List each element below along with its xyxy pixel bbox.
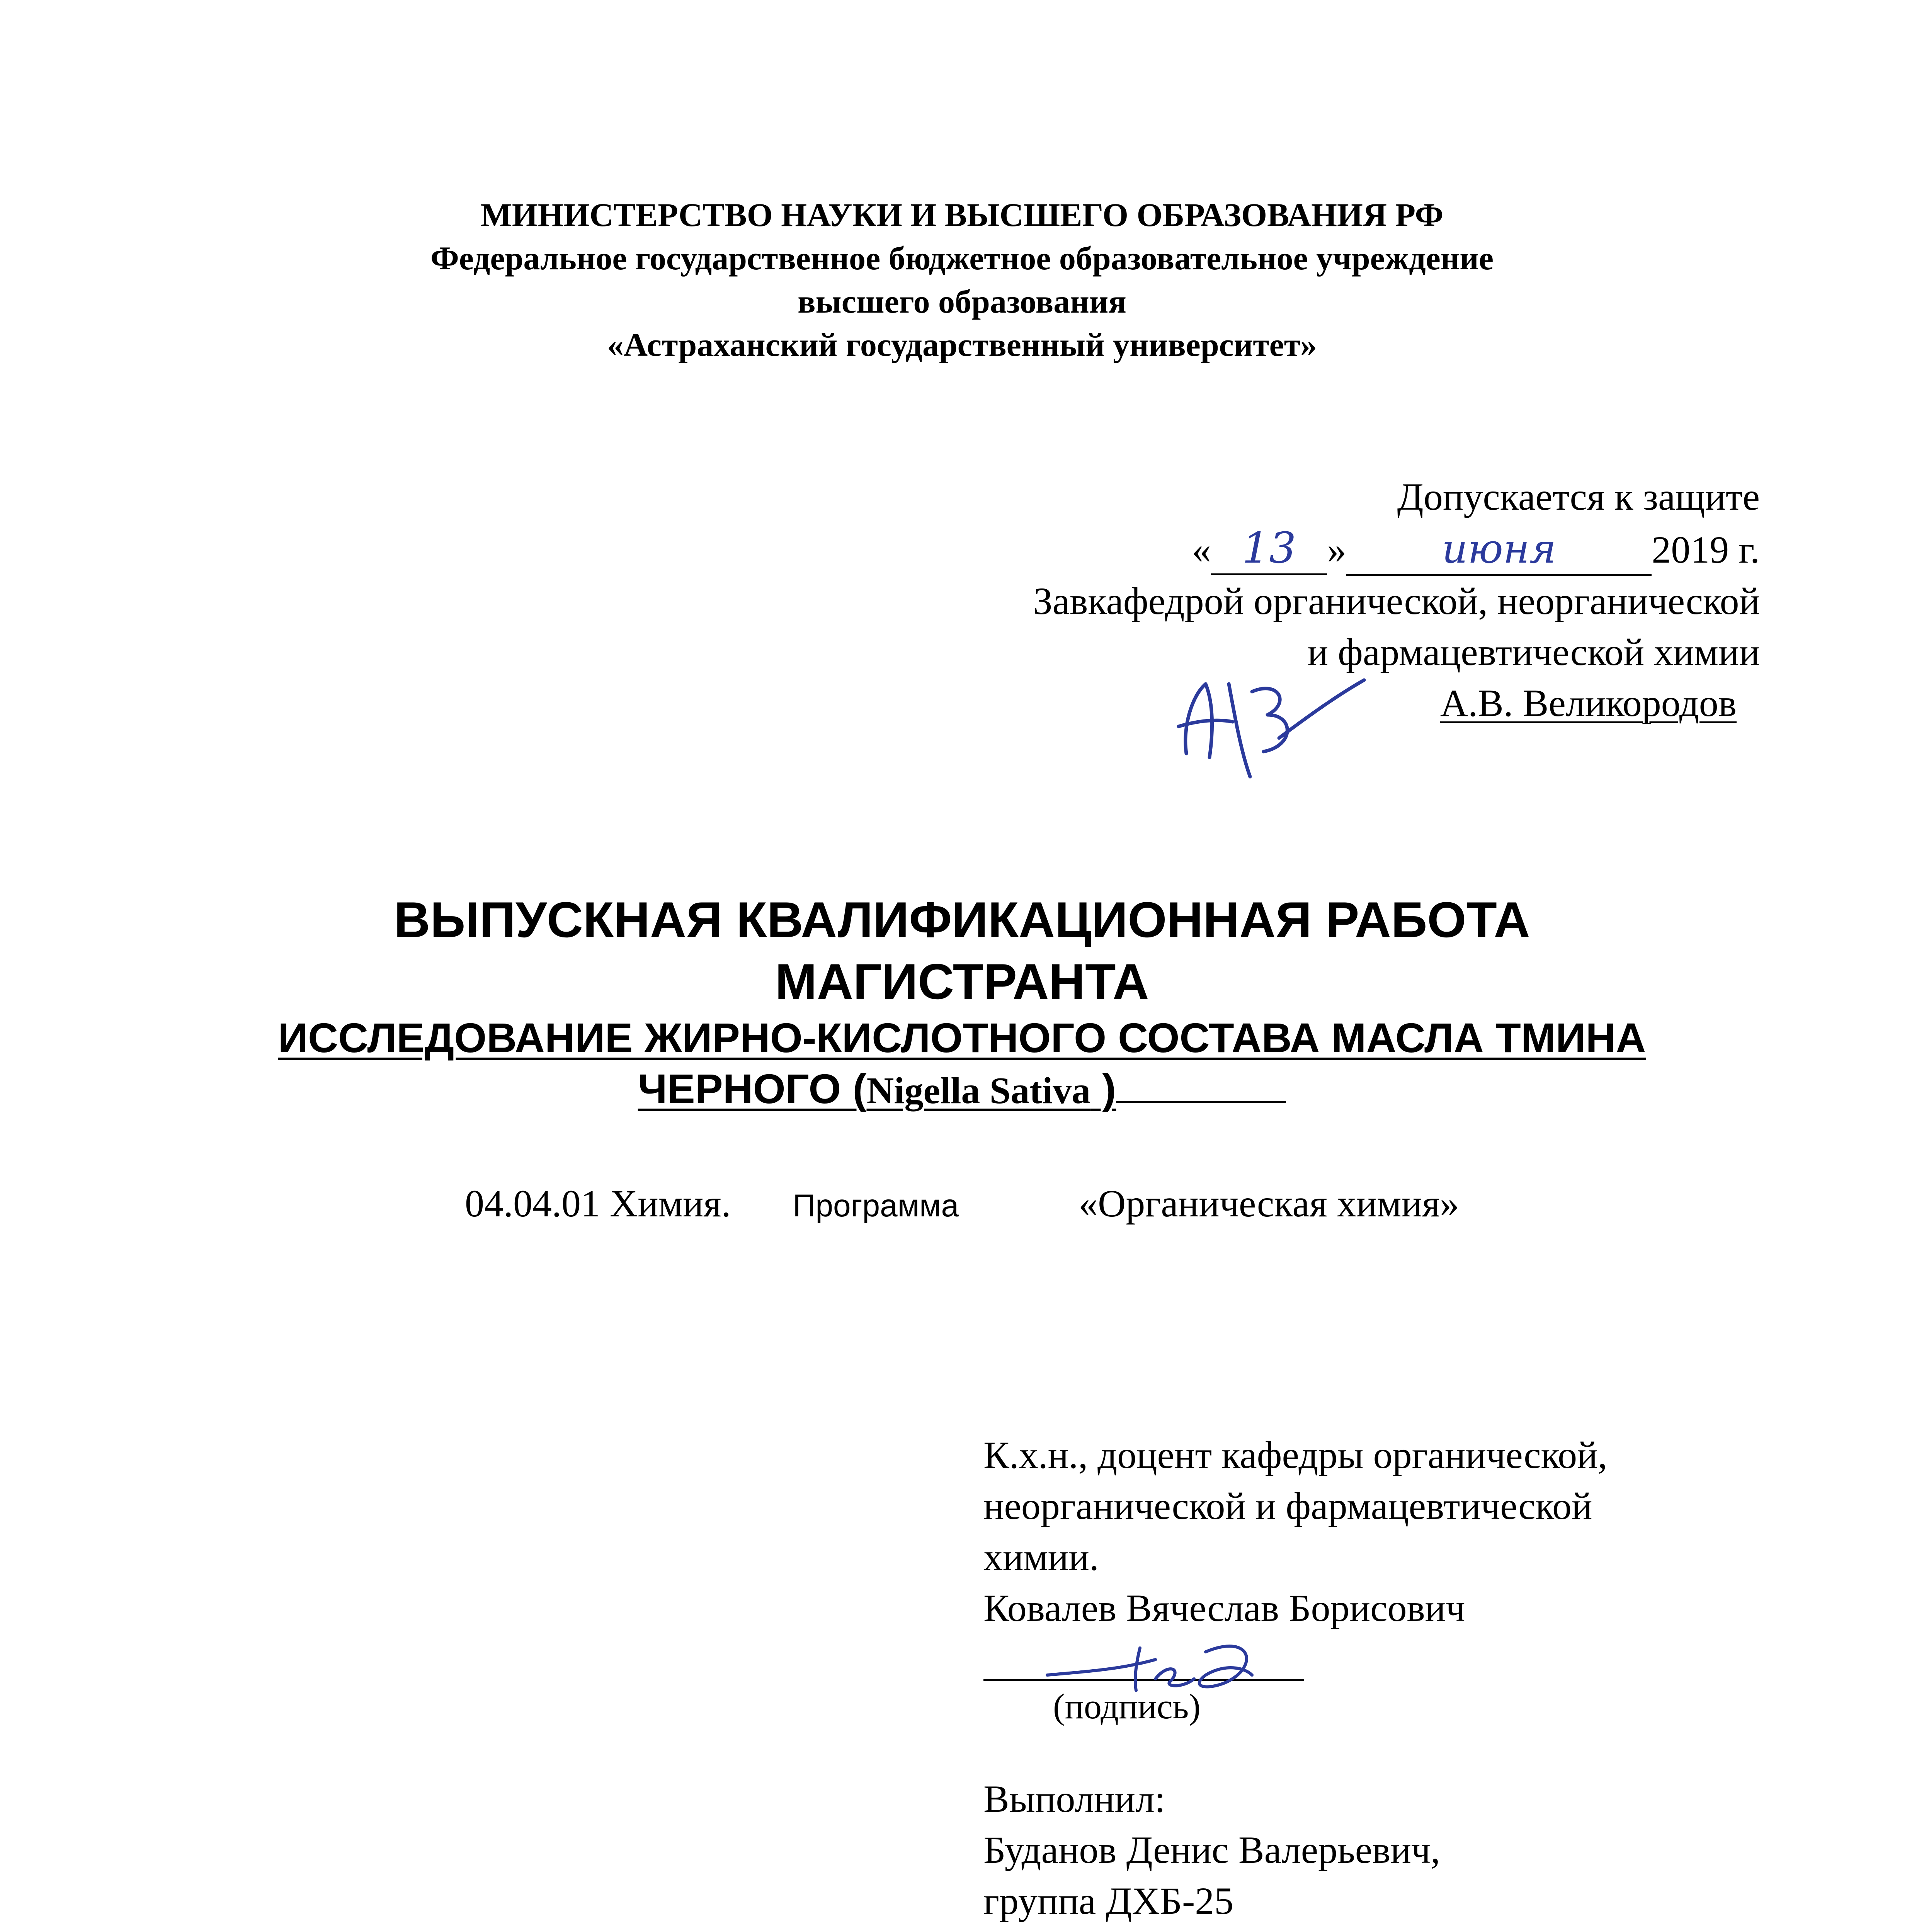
student-block: [983, 1774, 1764, 1927]
thesis-topic-line2: ЧЕРНОГО (Nigella Sativa ): [0, 1063, 1924, 1116]
supervisor-title-line3: химии.: [983, 1536, 1099, 1578]
program-name: «Органическая химия»: [1079, 1182, 1460, 1225]
approval-block: [1033, 471, 1760, 729]
supervisor-name: Ковалев Вячеслав Борисович: [983, 1587, 1465, 1629]
thesis-title-line1: ВЫПУСКНАЯ КВАЛИФИКАЦИОННАЯ РАБОТА: [394, 891, 1530, 948]
supervisor-title-line2: неорганической и фармацевтической: [983, 1485, 1592, 1527]
student-label: Выполнил:: [983, 1777, 1165, 1820]
approval-heading: Допускается к защите: [1397, 475, 1760, 518]
thesis-topic: [0, 1012, 1924, 1116]
education-level-line: высшего образования: [798, 283, 1126, 320]
topic-underline-blank: [1116, 1101, 1286, 1103]
approval-year: 2019 г.: [1652, 528, 1760, 571]
head-signature-image: [1155, 668, 1372, 781]
approval-position-line2: и фармацевтической химии: [1307, 631, 1760, 673]
thesis-title: [0, 889, 1924, 1012]
student-name: Буданов Денис Валерьевич,: [983, 1828, 1441, 1871]
program-label: Программа: [793, 1188, 959, 1223]
university-name: «Астраханский государственный университет»: [607, 326, 1317, 363]
supervisor-signature-caption: (подпись): [1053, 1687, 1201, 1726]
thesis-topic-line1: ИССЛЕДОВАНИЕ ЖИРНО-КИСЛОТНОГО СОСТАВА МАСЛА ТМИНА: [278, 1014, 1646, 1061]
specialty-line: [0, 1179, 1924, 1231]
supervisor-signature-image: [1043, 1633, 1260, 1698]
ministry-line: МИНИСТЕРСТВО НАУКИ И ВЫСШЕГО ОБРАЗОВАНИЯ РФ: [480, 196, 1444, 233]
approval-month-handwritten: июня: [1346, 523, 1652, 576]
approval-position-line1: Завкафедрой органической, неорганической: [1033, 580, 1760, 622]
specialty-code: 04.04.01 Химия.: [464, 1182, 731, 1225]
approval-day-handwritten: 13: [1211, 522, 1327, 575]
institution-type-line: Федеральное государственное бюджетное образовательное учреждение: [430, 240, 1494, 277]
ministry-header: [0, 193, 1924, 366]
supervisor-title-line1: К.х.н., доцент кафедры органической,: [983, 1434, 1608, 1476]
approval-date: « 13 » июня 2019 г.: [1033, 522, 1760, 576]
approval-head-name: А.В. Великородов: [1440, 682, 1737, 724]
student-signature-image: [1005, 1928, 1182, 1932]
student-group: группа ДХБ-25: [983, 1879, 1234, 1922]
thesis-title-line2: МАГИСТРАНТА: [775, 953, 1149, 1010]
latin-species-name: Nigella Sativa: [866, 1070, 1091, 1112]
